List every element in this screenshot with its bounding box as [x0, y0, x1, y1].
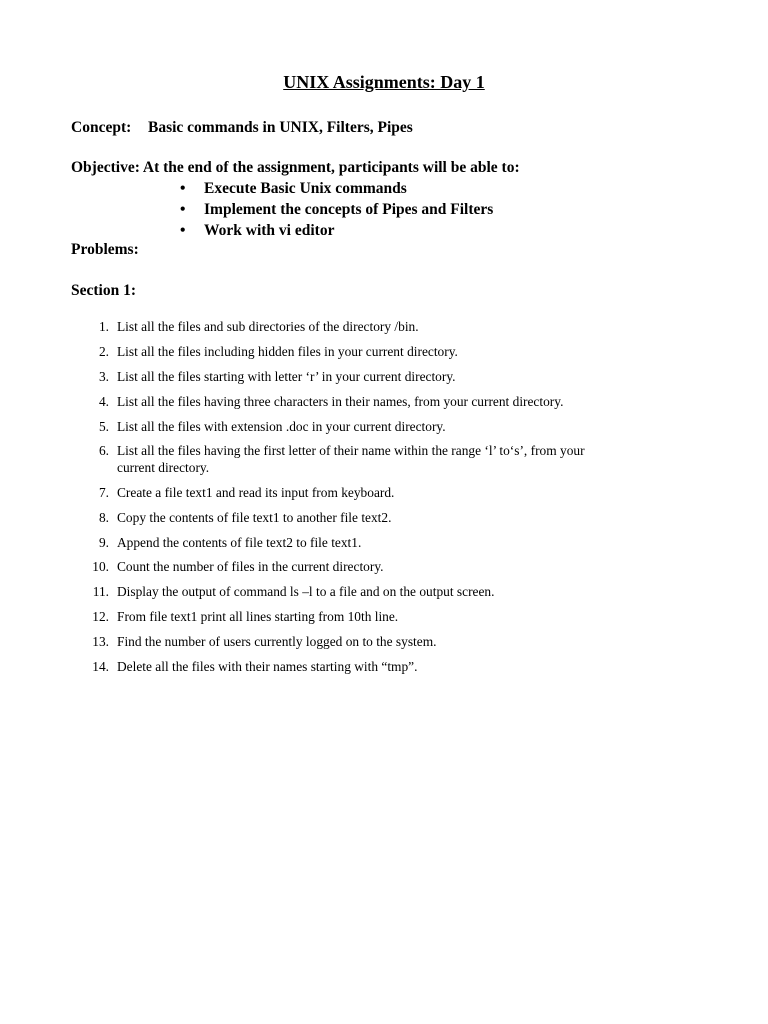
objective-bullet: • Work with vi editor [180, 222, 335, 239]
concept-text: Basic commands in UNIX, Filters, Pipes [148, 119, 413, 136]
list-item: 8. Copy the contents of file text1 to another file text2. [98, 510, 392, 525]
list-item: 5. List all the files with extension .doc in your current directory. [98, 419, 446, 434]
list-item: 7. Create a file text1 and read its input from keyboard. [98, 485, 395, 500]
objective-bullet: • Execute Basic Unix commands [180, 180, 407, 197]
page-title-text: UNIX Assignments: Day 1 [283, 72, 485, 92]
bullet-icon: • [180, 201, 186, 218]
list-item: 3. List all the files starting with letter ‘r’ in your current directory. [98, 369, 456, 384]
section-heading: Section 1: [71, 282, 137, 299]
list-item: 6. List all the files having the first letter of their name within the range ‘l’ to‘s’, from your current directory. [98, 443, 585, 475]
problems-heading: Problems: [71, 241, 139, 258]
objective-bullet-list [180, 179, 493, 242]
bullet-icon: • [180, 180, 186, 197]
objective-bullet: • Implement the concepts of Pipes and Filters [180, 201, 494, 218]
list-item: 14. Delete all the files with their names starting with “tmp”. [92, 659, 418, 674]
list-item: 1. List all the files and sub directories of the directory /bin. [98, 319, 419, 334]
list-item: 13. Find the number of users currently logged on to the system. [92, 634, 437, 649]
concept-label: Concept: [71, 119, 132, 136]
list-item: 2. List all the files including hidden files in your current directory. [98, 344, 458, 359]
list-item: 9. Append the contents of file text2 to file text1. [98, 535, 362, 550]
objective-text: At the end of the assignment, participants will be able to: [142, 159, 520, 176]
objective-label: Objective: [71, 159, 140, 176]
list-item: 4. List all the files having three characters in their names, from your current directory. [98, 394, 564, 409]
page-title [0, 72, 768, 93]
objective-line [71, 159, 520, 177]
list-item: 12. From file text1 print all lines starting from 10th line. [92, 609, 399, 624]
concept-line [71, 119, 413, 137]
list-item: 11. Display the output of command ls –l to a file and on the output screen. [92, 584, 495, 599]
bullet-icon: • [180, 222, 186, 239]
problem-list [0, 318, 637, 683]
list-item: 10. Count the number of files in the current directory. [92, 559, 384, 574]
